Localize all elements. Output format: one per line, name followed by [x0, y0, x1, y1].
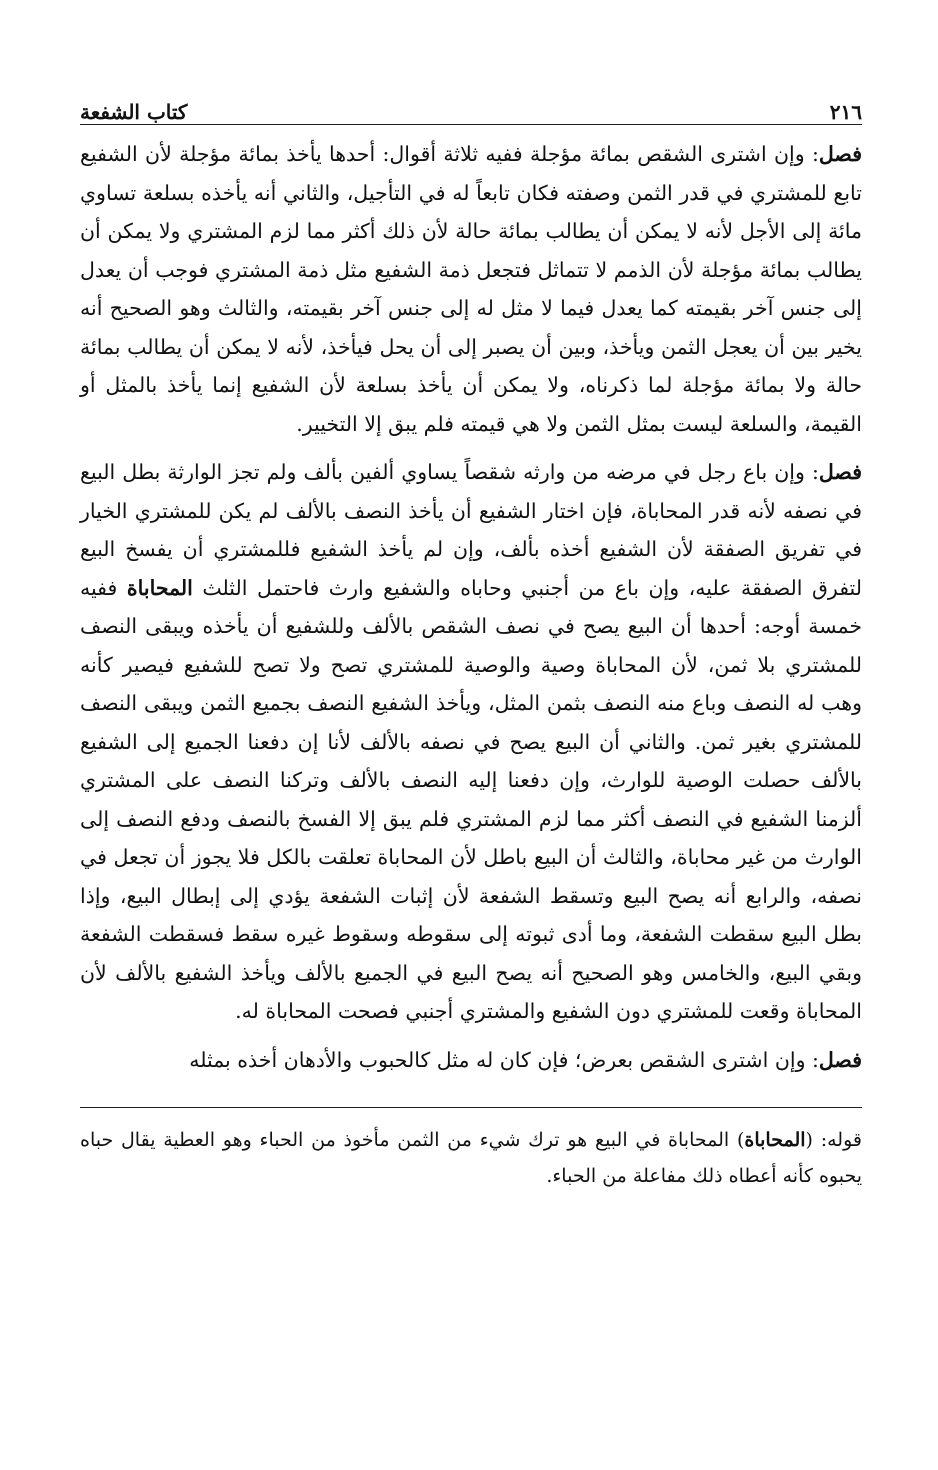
section-text: : وإن باع رجل في مرضه من وارثه شقصاً يساوي ألفين بألف ولم تجز الوارثة بطل البيع في نصفه لأنه قدر المحاباة، فإن اختار الشفيع أن يأخذ النصف بالألف لم يكن للمشتري الخيار في تفريق الصفقة لأن الشفيع أخذه بألف، وإن لم يأخذ الشفيع فللمشتري أن يفسخ البيع لتفرق الصفقة عليه، وإن باع من أجنبي وحاباه والشفيع وارث فاحتمل الثلث — [80, 460, 862, 600]
running-header — [80, 90, 862, 125]
footnote-term: المحاباة — [744, 1129, 806, 1151]
section-paragraph — [80, 135, 862, 443]
section-text: : وإن اشترى الشقص بعرض؛ فإن كان له مثل كالحبوب والأدهان أخذه بمثله — [189, 1047, 819, 1072]
section-paragraph — [80, 1041, 862, 1080]
footnote — [80, 1122, 862, 1194]
section-text: : وإن اشترى الشقص بمائة مؤجلة ففيه ثلاثة أقوال: أحدها يأخذ بمائة مؤجلة لأن الشفيع تابع للمشتري في قدر الثمن وصفته فكان تابعاً له في التأجيل، والثاني أنه يأخذه بسلعة تساوي مائة إلى الأجل لأنه لا يمكن أن يطالب بمائة حالة لأن ذلك أكثر مما لزم المشتري ولا يمكن أن يطالب بمائة مؤجلة لأن الذمم لا تتماثل فتجعل ذمة الشفيع مثل ذمة المشتري فوجب أن يعدل إلى جنس آخر بقيمته كما يعدل فيما لا مثل له إلى جنس آخر بقيمته، والثالث وهو الصحيح أنه يخير بين أن يعجل الثمن ويأخذ، وبين أن يصبر إلى أن يحل فيأخذ، لأنه لا يمكن أن يطالب بمائة حالة ولا بمائة مؤجلة لما ذكرناه، ولا يمكن أن يأخذ بسلعة لأن الشفيع إنما يأخذ بالمثل أو القيمة، والسلعة ليست بمثل الثمن ولا هي قيمته فلم يبق إلا التخيير. — [80, 142, 862, 436]
book-page — [80, 90, 862, 1213]
footnote-prefix: قوله: ( — [805, 1129, 862, 1151]
section-label: فصل — [818, 142, 862, 166]
section-text: ففيه خمسة أوجه: أحدها أن البيع يصح في نصف الشقص بالألف وللشفيع أن يأخذه ويبقى النصف للمشتري بلا ثمن، لأن المحاباة وصية والوصية للمشتري تصح ولا تصح للشفيع فيصير كأنه وهب له النصف وباع منه النصف بثمن المثل، ويأخذ الشفيع النصف بجميع الثمن ويبقى النصف للمشتري بغير ثمن. والثاني أن البيع يصح في نصفه بالألف لأنا إن دفعنا الجميع إلى الشفيع بالألف حصلت الوصية للوارث، وإن دفعنا إليه النصف بالألف وتركنا النصف على المشتري ألزمنا الشفيع في النصف أكثر مما لزم المشتري فلم يبق إلا الفسخ بالنصف ودفع النصف إلى الوارث من غير محاباة، والثالث أن البيع باطل لأن المحاباة تعلقت بالكل فلا يجوز أن تجعل في نصفه، والرابع أنه يصح البيع وتسقط الشفعة لأن إثبات الشفعة يؤدي إلى إبطال البيع، وإذا بطل البيع سقطت الشفعة، وما أدى ثبوته إلى سقوطه وسقوط غيره سقط فسقطت الشفعة وبقي البيع، والخامس وهو الصحيح أنه يصح البيع في الجميع بالألف ويأخذ الشفيع بالألف لأن المحاباة وقعت للمشتري دون الشفيع والمشتري أجنبي فصحت المحاباة له. — [80, 575, 862, 1023]
book-title: كتاب الشفعة — [80, 100, 188, 124]
footnote-text: ) المحاباة في البيع هو ترك شيء من الثمن مأخوذ من الحباء وهو العطية يقال حباه يحبوه كأنه أعطاه ذلك مفاعلة من الحباء. — [80, 1129, 862, 1187]
section-paragraph — [80, 453, 862, 1031]
section-label: فصل — [818, 460, 862, 484]
footnote-divider — [80, 1107, 862, 1108]
section-label: فصل — [818, 1047, 862, 1072]
glossed-term: المحاباة — [126, 575, 193, 600]
page-number: ٢١٦ — [829, 100, 862, 124]
